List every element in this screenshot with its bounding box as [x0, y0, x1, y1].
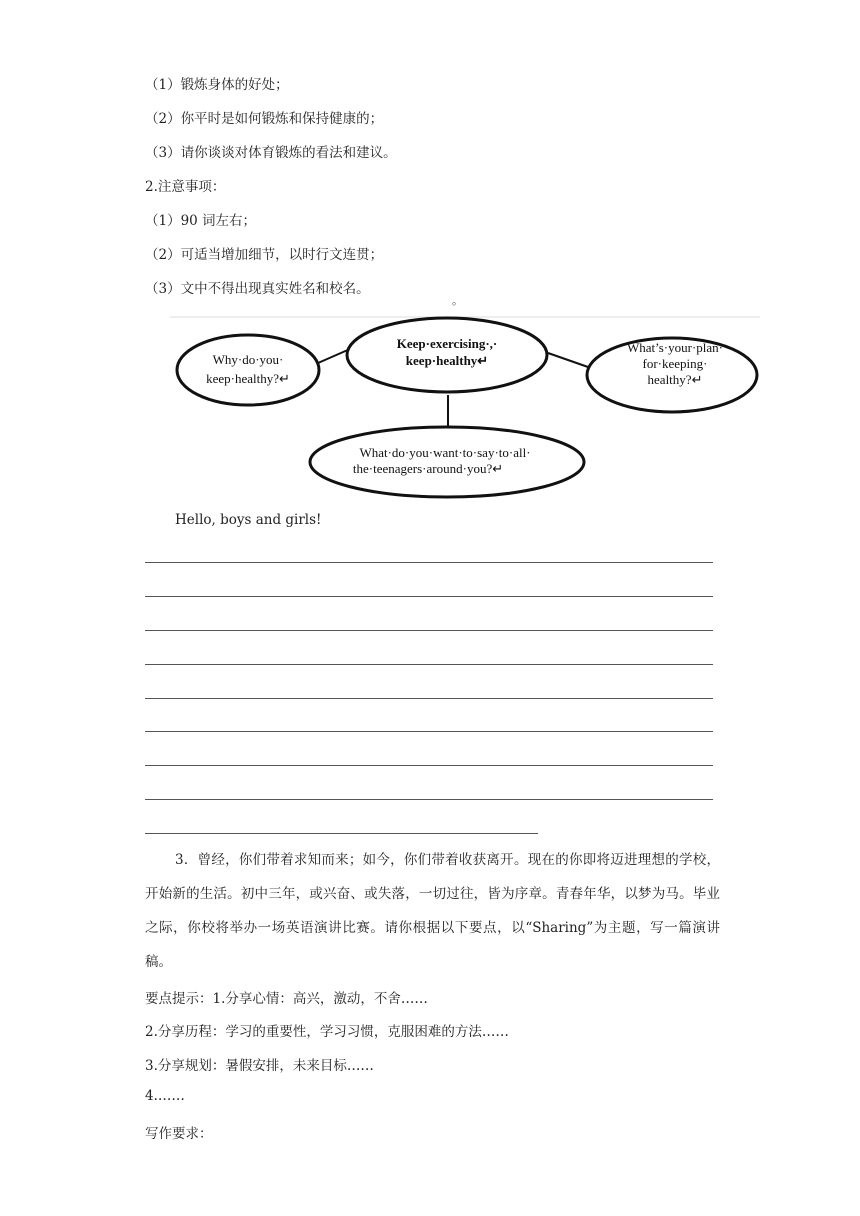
bubble-center-line-1: Keep·exercising·,·	[396, 336, 498, 351]
connector-left	[318, 349, 350, 363]
note-2: （2）可适当增加细节，以时行文连贯；	[145, 247, 384, 263]
bubble-bottom-line-2: the·teenagers·around·you?↵	[352, 461, 504, 476]
question-3-text: 3．曾经，你们带着求知而来；如今，你们带着收获离开。现在的你即将迈进理想的学校，开始新的生活。初中三年，或兴奋、或失落，一切过往，皆为序章。青春年华，以梦为马。毕业之际，你校将举办一场英语演讲比赛。请你根据以下要点，以“Sharing”为主题，写一篇演讲稿。	[145, 852, 720, 970]
answer-line	[145, 630, 713, 631]
bubble-left-line-2: keep·healthy?↵	[206, 371, 290, 386]
item-3: （3）请你谈谈对体育锻炼的看法和建议。	[145, 145, 397, 161]
answer-line	[145, 698, 713, 699]
note-1: （1）90 词左右；	[145, 213, 257, 229]
bubble-right-line-2: for·keeping·	[642, 356, 708, 371]
mind-map-diagram	[170, 305, 765, 505]
connector-right	[548, 353, 588, 367]
answer-line	[145, 765, 713, 766]
bubble-left	[177, 335, 319, 405]
bubble-left-line-1: Why·do·you·	[212, 352, 284, 367]
hint-4: 4.……	[145, 1088, 185, 1104]
answer-line-short	[145, 833, 538, 834]
note-3: （3）文中不得出现真实姓名和校名。	[145, 281, 370, 297]
bubble-right-line-3: healthy?↵	[647, 372, 703, 387]
hint-2: 2.分享历程：学习的重要性，学习习惯，克服困难的方法……	[145, 1024, 509, 1040]
answer-line	[145, 562, 713, 563]
requirements-heading: 写作要求：	[145, 1126, 213, 1142]
stray-mark: 。	[452, 294, 463, 307]
bubble-right-line-1: What’s·your·plan·	[626, 340, 724, 355]
answer-line	[145, 596, 713, 597]
notes-heading: 2.注意事项：	[145, 179, 226, 195]
answer-line	[145, 799, 713, 800]
answer-line	[145, 731, 713, 732]
hint-1: 要点提示：1.分享心情：高兴，激动，不舍……	[145, 991, 428, 1007]
bubble-bottom-line-1: What·do·you·want·to·say·to·all·	[359, 445, 531, 460]
greeting: Hello, boys and girls!	[175, 512, 322, 528]
item-1: （1）锻炼身体的好处；	[145, 77, 289, 93]
hint-3: 3.分享规划：暑假安排，未来目标……	[145, 1058, 374, 1074]
answer-line	[145, 664, 713, 665]
bubble-center-line-2: keep·healthy↵	[405, 353, 489, 368]
item-2: （2）你平时是如何锻炼和保持健康的；	[145, 111, 384, 127]
